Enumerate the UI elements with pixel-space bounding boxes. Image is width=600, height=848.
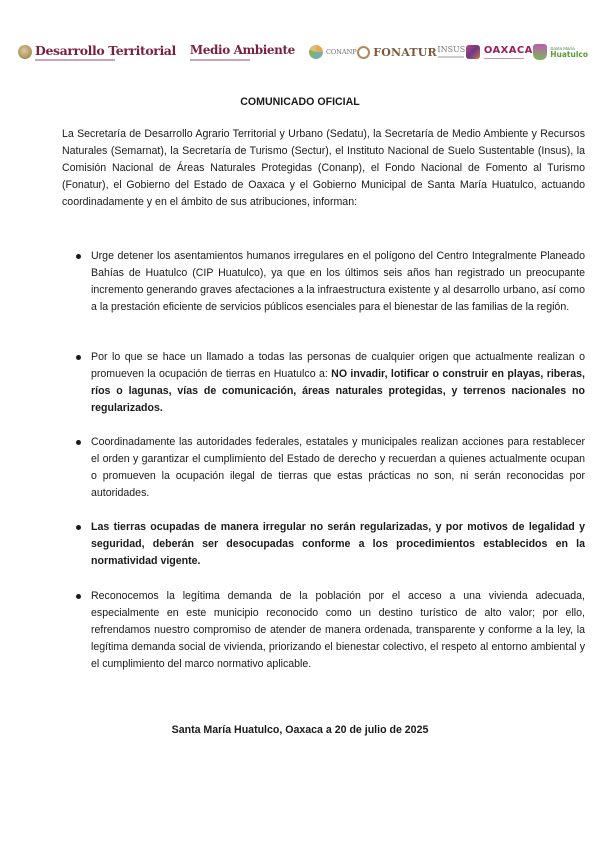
- logo-huatulco: [533, 44, 588, 60]
- bullet-icon: [76, 355, 81, 360]
- logo-desarrollo-territorial: [18, 44, 176, 61]
- oaxaca-wordmark: OAXACA: [483, 44, 533, 56]
- national-seal-icon: [18, 45, 32, 59]
- list-item: [62, 519, 585, 570]
- huatulco-top-text: Santa María: [550, 45, 575, 51]
- bullet-text: Reconocemos la legítima demanda de la población por el acceso a una vivienda adecuada, especialmente en este municipio reconocido como un destino turístico de alto valor; por ello, refrendamos nuestro compromiso de atender de manera ordenada, transparente y conforme a la ley, la legítima demanda social de vivienda, priorizando el bienestar colectivo, el respeto al entorno ambiental y el cumplimiento del marco normativo aplicable.: [91, 590, 585, 670]
- place-and-date: Santa María Huatulco, Oaxaca a 20 de julio de 2025: [171, 724, 429, 736]
- bullet-icon: [76, 594, 81, 599]
- document-title: COMUNICADO OFICIAL: [240, 96, 360, 108]
- huatulco-wordmark: Huatulco: [550, 49, 589, 59]
- logo-medio-ambiente: [190, 44, 295, 61]
- bullet-bold-text: NO invadir, lotificar o construir en playas, riberas, ríos o lagunas, vías de comunicación, áreas naturales protegidas, y terrenos nacionales no regularizados.: [91, 368, 585, 414]
- list-item: [62, 248, 585, 316]
- list-item: [62, 434, 585, 502]
- bullet-icon: [76, 254, 81, 259]
- logo-insus: [437, 46, 465, 58]
- intro-paragraph: La Secretaría de Desarrollo Agrario Territorial y Urbano (Sedatu), la Secretaría de Medio Ambiente y Recursos Naturales (Semarnat), la Secretaría de Turismo (Sectur), el Instituto Nacional de Suelo Sustentable (Insus), la Comisión Nacional de Áreas Naturales Protegidas (Conanp), el Fondo Nacional de Fomento al Turismo (Fonatur), el Gobierno del Estado de Oaxaca y el Gobierno Municipal de Santa María Huatulco, actuando coordinadamente y en el ámbito de sus atribuciones, informan:: [62, 128, 585, 208]
- logo-subtitle-line: [438, 56, 464, 58]
- bullet-text: Urge detener los asentamientos humanos irregulares en el polígono del Centro Integralmente Planeado Bahías de Huatulco (CIP Huatulco), ya que en los últimos seis años han registrado un preocupante incremento generando graves afectaciones a la infraestructura existente y al desarrollo urbano, así como a la prestación eficiente de servicios públicos esenciales para el bienestar de las familias de la región.: [91, 250, 585, 313]
- bullet-bold-text: Las tierras ocupadas de manera irregular no serán regularizadas, y por motivos de legalidad y seguridad, deberán ser desocupadas conforme a los procedimientos establecidos en la normatividad vigente.: [91, 521, 585, 567]
- logo-fonatur: [357, 46, 437, 59]
- desarrollo-territorial-wordmark: Desarrollo Territorial: [35, 42, 176, 58]
- logo-subtitle-line: [484, 58, 524, 59]
- insus-wordmark: INSUS: [437, 45, 466, 54]
- fonatur-flower-icon: [357, 46, 370, 59]
- bullet-icon: [76, 440, 81, 445]
- bullet-icon: [76, 525, 81, 530]
- oaxaca-emblem-icon: [466, 45, 480, 59]
- conanp-emblem-icon: [309, 45, 323, 59]
- list-item: [62, 588, 585, 673]
- logo-oaxaca: [466, 45, 533, 59]
- logo-header: [18, 40, 588, 64]
- huatulco-emblem-icon: [533, 44, 547, 60]
- bullet-text: Por lo que se hace un llamado a todas las personas de cualquier origen que actualmente realizan o promueven la ocupación de tierras en Huatulco a:: [91, 351, 585, 380]
- medio-ambiente-wordmark: Medio Ambiente: [189, 42, 295, 57]
- logo-conanp: [309, 45, 357, 59]
- logo-subtitle-line: [35, 59, 115, 61]
- list-item: [62, 349, 585, 417]
- logo-subtitle-line: [190, 59, 250, 61]
- bullet-text: Coordinadamente las autoridades federales, estatales y municipales realizan acciones para restablecer el orden y garantizar el cumplimiento del Estado de derecho y recuerdan a quienes actualmente ocupan o promueven la ocupación ilegal de tierras que estas prácticas no son, ni serán reconocidas por autoridades.: [91, 436, 585, 499]
- fonatur-wordmark: FONATUR: [373, 45, 437, 59]
- conanp-wordmark: CONANP: [325, 47, 357, 56]
